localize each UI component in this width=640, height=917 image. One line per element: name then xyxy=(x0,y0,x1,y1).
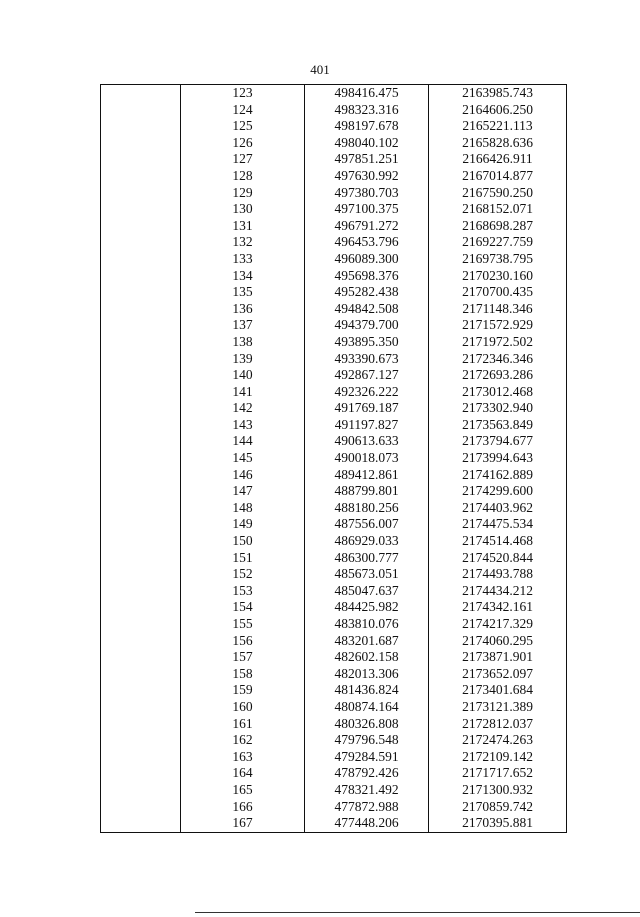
y-coordinate-cell: 2172693.286 xyxy=(429,367,567,384)
x-coordinate-cell: 485047.637 xyxy=(305,583,429,600)
point-number-cell: 141 xyxy=(181,384,305,401)
y-coordinate-cell: 2173121.389 xyxy=(429,699,567,716)
table-row xyxy=(101,716,567,733)
table-row xyxy=(101,251,567,268)
table-row xyxy=(101,666,567,683)
x-coordinate-cell: 496791.272 xyxy=(305,218,429,235)
y-coordinate-cell: 2173652.097 xyxy=(429,666,567,683)
x-coordinate-cell: 492326.222 xyxy=(305,384,429,401)
x-coordinate-cell: 497380.703 xyxy=(305,185,429,202)
page-bottom-rule xyxy=(195,912,640,913)
point-number-cell: 127 xyxy=(181,151,305,168)
point-number-cell: 137 xyxy=(181,317,305,334)
blank-cell xyxy=(101,533,181,550)
x-coordinate-cell: 485673.051 xyxy=(305,566,429,583)
x-coordinate-cell: 497100.375 xyxy=(305,201,429,218)
point-number-cell: 146 xyxy=(181,467,305,484)
table-row xyxy=(101,234,567,251)
table-row xyxy=(101,749,567,766)
blank-cell xyxy=(101,550,181,567)
x-coordinate-cell: 498416.475 xyxy=(305,85,429,102)
table-row xyxy=(101,467,567,484)
x-coordinate-cell: 486300.777 xyxy=(305,550,429,567)
y-coordinate-cell: 2174493.788 xyxy=(429,566,567,583)
y-coordinate-cell: 2170859.742 xyxy=(429,799,567,816)
x-coordinate-cell: 491197.827 xyxy=(305,417,429,434)
table-row xyxy=(101,201,567,218)
blank-cell xyxy=(101,433,181,450)
table-row xyxy=(101,649,567,666)
x-coordinate-cell: 498323.316 xyxy=(305,102,429,119)
x-coordinate-cell: 482602.158 xyxy=(305,649,429,666)
point-number-cell: 138 xyxy=(181,334,305,351)
y-coordinate-cell: 2174342.161 xyxy=(429,599,567,616)
y-coordinate-cell: 2170700.435 xyxy=(429,284,567,301)
blank-cell xyxy=(101,483,181,500)
x-coordinate-cell: 480874.164 xyxy=(305,699,429,716)
y-coordinate-cell: 2170230.160 xyxy=(429,268,567,285)
point-number-cell: 163 xyxy=(181,749,305,766)
point-number-cell: 162 xyxy=(181,732,305,749)
point-number-cell: 134 xyxy=(181,268,305,285)
point-number-cell: 145 xyxy=(181,450,305,467)
page-number: 401 xyxy=(310,62,330,77)
point-number-cell: 142 xyxy=(181,400,305,417)
point-number-cell: 152 xyxy=(181,566,305,583)
table-row xyxy=(101,566,567,583)
point-number-cell: 136 xyxy=(181,301,305,318)
table-row xyxy=(101,682,567,699)
table-row xyxy=(101,616,567,633)
blank-cell xyxy=(101,218,181,235)
x-coordinate-cell: 490018.073 xyxy=(305,450,429,467)
table-row xyxy=(101,284,567,301)
blank-cell xyxy=(101,151,181,168)
blank-cell xyxy=(101,765,181,782)
blank-cell xyxy=(101,417,181,434)
blank-cell xyxy=(101,102,181,119)
blank-cell xyxy=(101,599,181,616)
table-row xyxy=(101,317,567,334)
point-number-cell: 139 xyxy=(181,351,305,368)
y-coordinate-cell: 2167590.250 xyxy=(429,185,567,202)
y-coordinate-cell: 2171717.652 xyxy=(429,765,567,782)
y-coordinate-cell: 2168698.287 xyxy=(429,218,567,235)
y-coordinate-cell: 2173563.849 xyxy=(429,417,567,434)
x-coordinate-cell: 498197.678 xyxy=(305,118,429,135)
point-number-cell: 156 xyxy=(181,633,305,650)
x-coordinate-cell: 498040.102 xyxy=(305,135,429,152)
blank-cell xyxy=(101,500,181,517)
point-number-cell: 159 xyxy=(181,682,305,699)
table-row xyxy=(101,500,567,517)
blank-cell xyxy=(101,185,181,202)
point-number-cell: 167 xyxy=(181,815,305,832)
x-coordinate-cell: 495698.376 xyxy=(305,268,429,285)
x-coordinate-cell: 479284.591 xyxy=(305,749,429,766)
table-row xyxy=(101,102,567,119)
y-coordinate-cell: 2174299.600 xyxy=(429,483,567,500)
blank-cell xyxy=(101,317,181,334)
blank-cell xyxy=(101,699,181,716)
table-row xyxy=(101,301,567,318)
table-row xyxy=(101,799,567,816)
x-coordinate-cell: 494842.508 xyxy=(305,301,429,318)
point-number-cell: 149 xyxy=(181,516,305,533)
y-coordinate-cell: 2173794.677 xyxy=(429,433,567,450)
coordinate-table-body xyxy=(101,85,567,833)
table-row xyxy=(101,599,567,616)
y-coordinate-cell: 2174217.329 xyxy=(429,616,567,633)
table-row xyxy=(101,765,567,782)
point-number-cell: 125 xyxy=(181,118,305,135)
y-coordinate-cell: 2173302.940 xyxy=(429,400,567,417)
y-coordinate-cell: 2169227.759 xyxy=(429,234,567,251)
y-coordinate-cell: 2168152.071 xyxy=(429,201,567,218)
point-number-cell: 164 xyxy=(181,765,305,782)
x-coordinate-cell: 484425.982 xyxy=(305,599,429,616)
x-coordinate-cell: 477872.988 xyxy=(305,799,429,816)
x-coordinate-cell: 482013.306 xyxy=(305,666,429,683)
x-coordinate-cell: 487556.007 xyxy=(305,516,429,533)
blank-cell xyxy=(101,168,181,185)
table-row xyxy=(101,550,567,567)
y-coordinate-cell: 2174060.295 xyxy=(429,633,567,650)
y-coordinate-cell: 2169738.795 xyxy=(429,251,567,268)
x-coordinate-cell: 493895.350 xyxy=(305,334,429,351)
blank-cell xyxy=(101,682,181,699)
y-coordinate-cell: 2172812.037 xyxy=(429,716,567,733)
y-coordinate-cell: 2164606.250 xyxy=(429,102,567,119)
y-coordinate-cell: 2166426.911 xyxy=(429,151,567,168)
coordinate-table xyxy=(100,84,567,833)
blank-cell xyxy=(101,782,181,799)
x-coordinate-cell: 492867.127 xyxy=(305,367,429,384)
point-number-cell: 147 xyxy=(181,483,305,500)
table-row xyxy=(101,633,567,650)
blank-cell xyxy=(101,201,181,218)
table-row xyxy=(101,400,567,417)
blank-cell xyxy=(101,384,181,401)
x-coordinate-cell: 478321.492 xyxy=(305,782,429,799)
x-coordinate-cell: 497851.251 xyxy=(305,151,429,168)
y-coordinate-cell: 2174403.962 xyxy=(429,500,567,517)
blank-cell xyxy=(101,666,181,683)
y-coordinate-cell: 2172346.346 xyxy=(429,351,567,368)
x-coordinate-cell: 488180.256 xyxy=(305,500,429,517)
x-coordinate-cell: 483201.687 xyxy=(305,633,429,650)
blank-cell xyxy=(101,367,181,384)
point-number-cell: 144 xyxy=(181,433,305,450)
blank-cell xyxy=(101,749,181,766)
y-coordinate-cell: 2174434.212 xyxy=(429,583,567,600)
point-number-cell: 135 xyxy=(181,284,305,301)
point-number-cell: 154 xyxy=(181,599,305,616)
blank-cell xyxy=(101,467,181,484)
point-number-cell: 153 xyxy=(181,583,305,600)
x-coordinate-cell: 489412.861 xyxy=(305,467,429,484)
table-row xyxy=(101,417,567,434)
x-coordinate-cell: 486929.033 xyxy=(305,533,429,550)
point-number-cell: 143 xyxy=(181,417,305,434)
blank-cell xyxy=(101,268,181,285)
point-number-cell: 158 xyxy=(181,666,305,683)
blank-cell xyxy=(101,234,181,251)
blank-cell xyxy=(101,616,181,633)
point-number-cell: 161 xyxy=(181,716,305,733)
blank-cell xyxy=(101,649,181,666)
point-number-cell: 124 xyxy=(181,102,305,119)
y-coordinate-cell: 2174514.468 xyxy=(429,533,567,550)
table-row xyxy=(101,782,567,799)
y-coordinate-cell: 2173994.643 xyxy=(429,450,567,467)
blank-cell xyxy=(101,334,181,351)
y-coordinate-cell: 2171148.346 xyxy=(429,301,567,318)
point-number-cell: 157 xyxy=(181,649,305,666)
table-row xyxy=(101,351,567,368)
x-coordinate-cell: 478792.426 xyxy=(305,765,429,782)
blank-cell xyxy=(101,583,181,600)
table-row xyxy=(101,85,567,102)
table-row xyxy=(101,268,567,285)
point-number-cell: 160 xyxy=(181,699,305,716)
y-coordinate-cell: 2174162.889 xyxy=(429,467,567,484)
y-coordinate-cell: 2167014.877 xyxy=(429,168,567,185)
point-number-cell: 166 xyxy=(181,799,305,816)
blank-cell xyxy=(101,566,181,583)
blank-cell xyxy=(101,135,181,152)
table-row xyxy=(101,334,567,351)
table-row xyxy=(101,815,567,832)
table-row xyxy=(101,516,567,533)
table-row xyxy=(101,218,567,235)
blank-cell xyxy=(101,732,181,749)
table-row xyxy=(101,135,567,152)
y-coordinate-cell: 2173012.468 xyxy=(429,384,567,401)
x-coordinate-cell: 480326.808 xyxy=(305,716,429,733)
blank-cell xyxy=(101,301,181,318)
y-coordinate-cell: 2173871.901 xyxy=(429,649,567,666)
point-number-cell: 133 xyxy=(181,251,305,268)
x-coordinate-cell: 477448.206 xyxy=(305,815,429,832)
blank-cell xyxy=(101,450,181,467)
point-number-cell: 165 xyxy=(181,782,305,799)
x-coordinate-cell: 483810.076 xyxy=(305,616,429,633)
x-coordinate-cell: 488799.801 xyxy=(305,483,429,500)
blank-cell xyxy=(101,815,181,832)
table-row xyxy=(101,118,567,135)
x-coordinate-cell: 479796.548 xyxy=(305,732,429,749)
blank-cell xyxy=(101,284,181,301)
table-row xyxy=(101,583,567,600)
x-coordinate-cell: 494379.700 xyxy=(305,317,429,334)
point-number-cell: 151 xyxy=(181,550,305,567)
table-row xyxy=(101,367,567,384)
point-number-cell: 150 xyxy=(181,533,305,550)
table-row xyxy=(101,185,567,202)
x-coordinate-cell: 493390.673 xyxy=(305,351,429,368)
point-number-cell: 148 xyxy=(181,500,305,517)
blank-cell xyxy=(101,716,181,733)
table-row xyxy=(101,483,567,500)
point-number-cell: 130 xyxy=(181,201,305,218)
blank-cell xyxy=(101,400,181,417)
x-coordinate-cell: 496089.300 xyxy=(305,251,429,268)
point-number-cell: 132 xyxy=(181,234,305,251)
point-number-cell: 126 xyxy=(181,135,305,152)
point-number-cell: 131 xyxy=(181,218,305,235)
table-row xyxy=(101,168,567,185)
x-coordinate-cell: 481436.824 xyxy=(305,682,429,699)
y-coordinate-cell: 2174520.844 xyxy=(429,550,567,567)
table-row xyxy=(101,699,567,716)
y-coordinate-cell: 2163985.743 xyxy=(429,85,567,102)
y-coordinate-cell: 2165828.636 xyxy=(429,135,567,152)
x-coordinate-cell: 490613.633 xyxy=(305,433,429,450)
x-coordinate-cell: 491769.187 xyxy=(305,400,429,417)
table-row xyxy=(101,433,567,450)
x-coordinate-cell: 496453.796 xyxy=(305,234,429,251)
blank-cell xyxy=(101,633,181,650)
y-coordinate-cell: 2172109.142 xyxy=(429,749,567,766)
x-coordinate-cell: 495282.438 xyxy=(305,284,429,301)
blank-cell xyxy=(101,118,181,135)
y-coordinate-cell: 2174475.534 xyxy=(429,516,567,533)
blank-cell xyxy=(101,799,181,816)
y-coordinate-cell: 2172474.263 xyxy=(429,732,567,749)
blank-cell xyxy=(101,516,181,533)
point-number-cell: 128 xyxy=(181,168,305,185)
y-coordinate-cell: 2165221.113 xyxy=(429,118,567,135)
blank-cell xyxy=(101,251,181,268)
y-coordinate-cell: 2170395.881 xyxy=(429,815,567,832)
table-row xyxy=(101,450,567,467)
y-coordinate-cell: 2171300.932 xyxy=(429,782,567,799)
table-row xyxy=(101,732,567,749)
point-number-cell: 129 xyxy=(181,185,305,202)
table-row xyxy=(101,384,567,401)
y-coordinate-cell: 2171972.502 xyxy=(429,334,567,351)
y-coordinate-cell: 2171572.929 xyxy=(429,317,567,334)
point-number-cell: 140 xyxy=(181,367,305,384)
y-coordinate-cell: 2173401.684 xyxy=(429,682,567,699)
blank-cell xyxy=(101,85,181,102)
table-row xyxy=(101,533,567,550)
point-number-cell: 123 xyxy=(181,85,305,102)
blank-cell xyxy=(101,351,181,368)
x-coordinate-cell: 497630.992 xyxy=(305,168,429,185)
point-number-cell: 155 xyxy=(181,616,305,633)
table-row xyxy=(101,151,567,168)
